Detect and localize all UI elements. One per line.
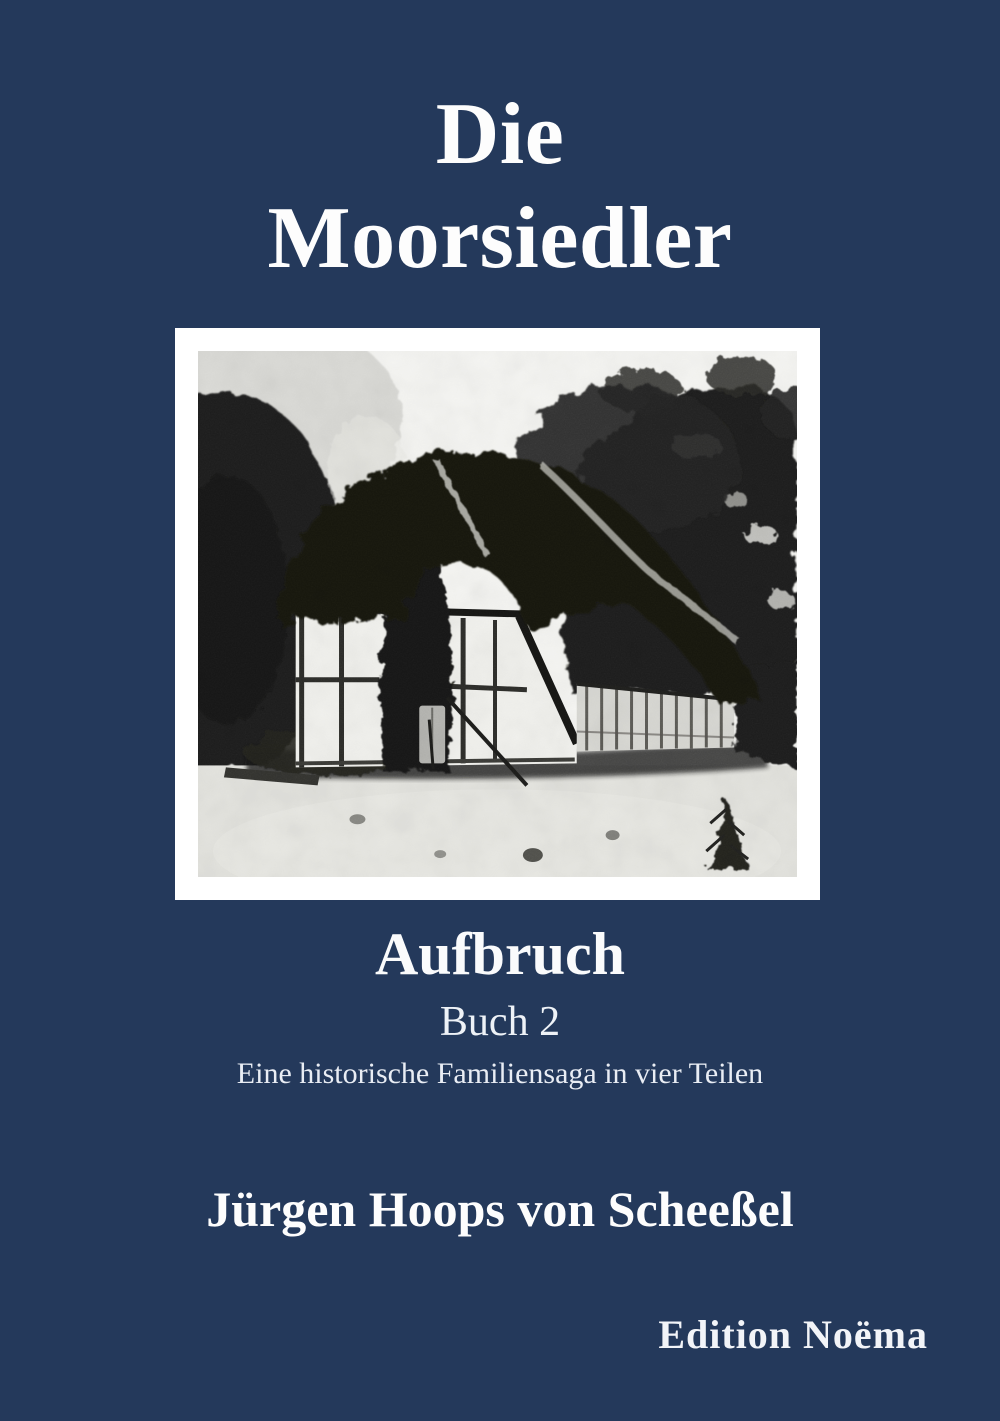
subtitle: Aufbruch [374,921,626,987]
photo-frame [175,328,820,900]
cover-photo [198,351,797,877]
publisher-name: Edition Noëma [658,1312,928,1357]
volume-label: Buch 2 [439,999,561,1045]
photo-mottle-overlay [198,351,797,877]
title-line-1: Die [435,86,565,183]
book-title [0,83,1000,291]
title-line-2: Moorsiedler [267,189,733,287]
tagline: Eine historische Familiensaga in vier Teilen [236,1057,764,1090]
author-name: Jürgen Hoops von Scheeßel [206,1181,794,1237]
